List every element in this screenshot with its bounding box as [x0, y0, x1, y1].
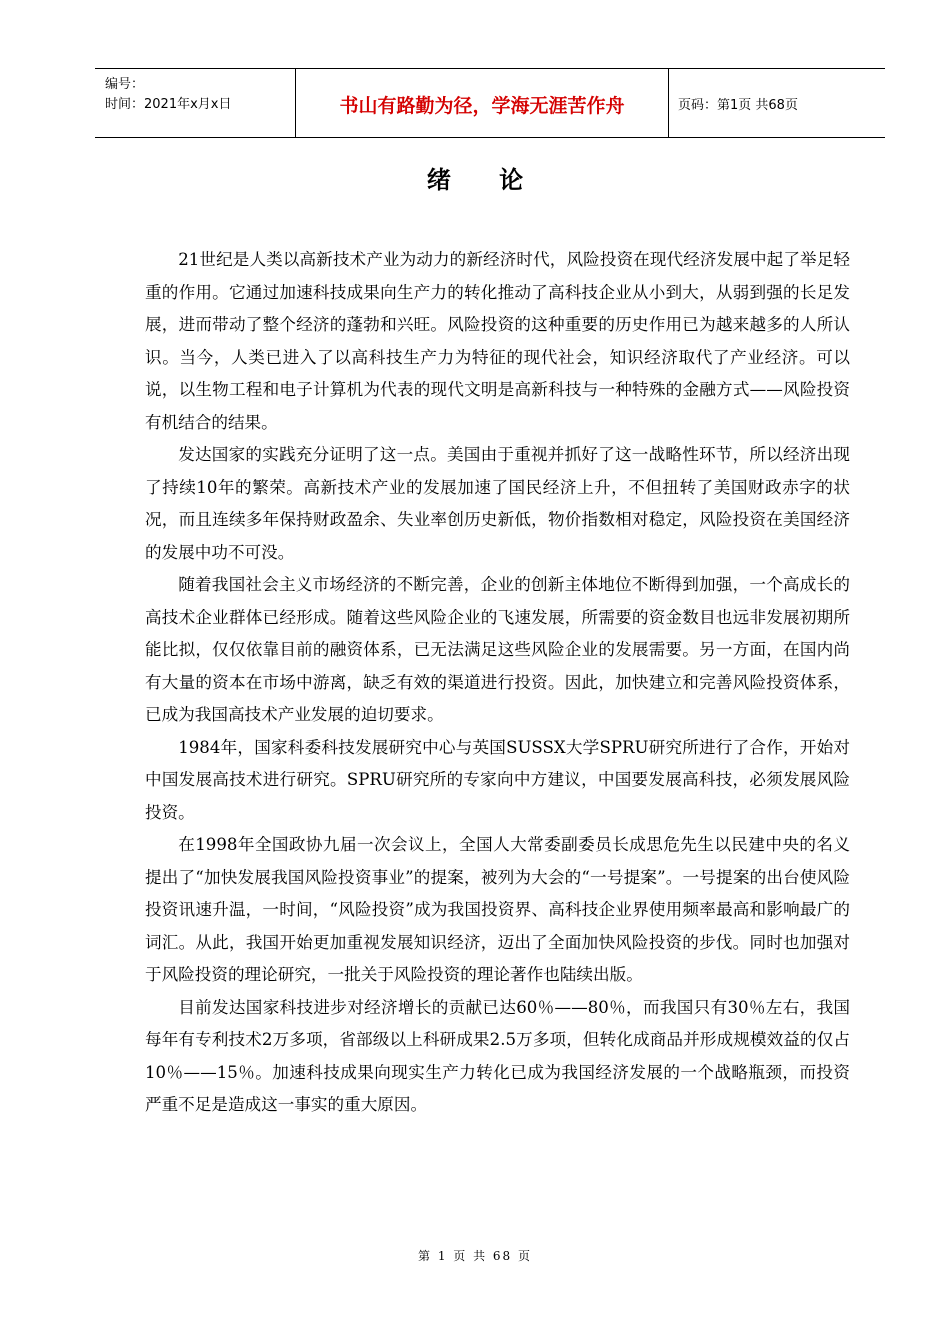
header-meta-cell: [95, 69, 295, 137]
document-header: [95, 68, 885, 138]
body-paragraph: 发达国家的实践充分证明了这一点。美国由于重视并抓好了这一战略性环节，所以经济出现了持续10年的繁荣。高新技术产业的发展加速了国民经济上升，不但扭转了美国财政赤字的状况，而且连续多年保持财政盈余、失业率创历史新低，物价指数相对稳定，风险投资在美国经济的发展中功不可没。: [145, 445, 850, 562]
body-paragraph: 1984年，国家科委科技发展研究中心与英国SUSSX大学SPRU研究所进行了合作，开始对中国发展高技术进行研究。SPRU研究所的专家向中方建议，中国要发展高科技，必须发展风险投资。: [145, 737, 850, 822]
body-paragraph: 目前发达国家科技进步对经济增长的贡献已达60％——80％，而我国只有30％左右，我国每年有专利技术2万多项，省部级以上科研成果2.5万多项，但转化成商品并形成规模效益的仅占10％——15％。加速科技成果向现实生产力转化已成为我国经济发展的一个战略瓶颈，而投资严重不足是造成这一事实的重大原因。: [145, 997, 850, 1114]
header-number-label: 编号：: [105, 77, 145, 92]
header-motto: 书山有路勤为径，学海无涯苦作舟: [339, 95, 625, 117]
header-motto-cell: [295, 69, 669, 137]
document-title: 绪 论: [426, 166, 544, 194]
page-footer: 第 1 页 共 68 页: [418, 1249, 532, 1263]
header-page-cell: [668, 69, 885, 137]
body-paragraph: 随着我国社会主义市场经济的不断完善，企业的创新主体地位不断得到加强，一个高成长的高技术企业群体已经形成。随着这些风险企业的飞速发展，所需要的资金数目也远非发展初期所能比拟，仅仅依靠目前的融资体系，已无法满足这些风险企业的发展需要。另一方面，在国内尚有大量的资本在市场中游离，缺乏有效的渠道进行投资。因此，加快建立和完善风险投资体系，已成为我国高技术产业发展的迫切要求。: [145, 575, 850, 724]
document-body: [145, 244, 850, 1122]
body-paragraph: 在1998年全国政协九届一次会议上，全国人大常委副委员长成思危先生以民建中央的名义提出了“加快发展我国风险投资事业”的提案，被列为大会的“一号提案”。一号提案的出台使风险投资讯速升温，一时间，“风险投资”成为我国投资界、高科技企业界使用频率最高和影响最广的词汇。从此，我国开始更加重视发展知识经济，迈出了全面加快风险投资的步伐。同时也加强对于风险投资的理论研究，一批关于风险投资的理论著作也陆续出版。: [145, 835, 850, 984]
body-paragraph: 21世纪是人类以高新技术产业为动力的新经济时代，风险投资在现代经济发展中起了举足轻重的作用。它通过加速科技成果向生产力的转化推动了高科技企业从小到大，从弱到强的长足发展，进而带动了整个经济的蓬勃和兴旺。风险投资的这种重要的历史作用已为越来越多的人所认识。当今，人类已进入了以高科技生产力为特征的现代社会，知识经济取代了产业经济。可以说，以生物工程和电子计算机为代表的现代文明是高新科技与一种特殊的金融方式——风险投资有机结合的结果。: [145, 250, 850, 432]
header-time-label: 时间：2021年x月x日: [105, 97, 232, 112]
header-page-code: 页码：第1页 共68页: [678, 98, 798, 113]
